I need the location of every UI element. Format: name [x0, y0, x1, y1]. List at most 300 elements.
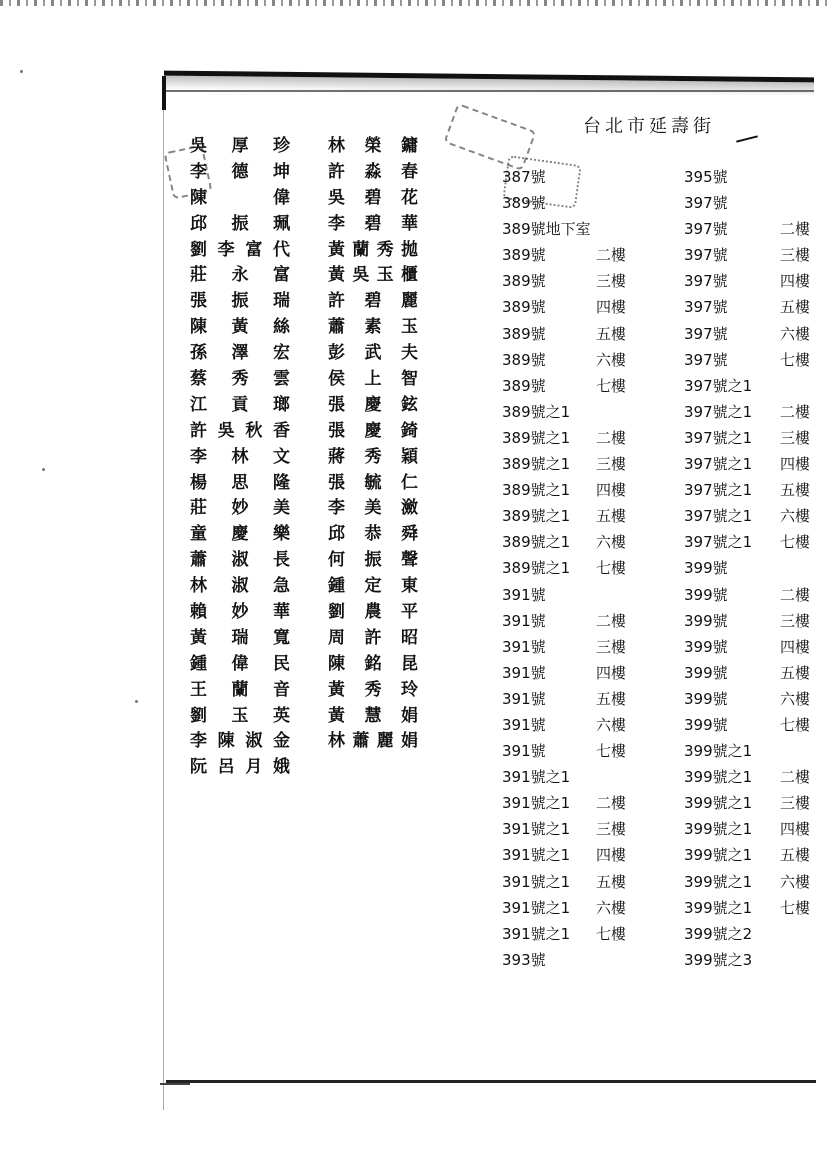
- address-row: [502, 844, 626, 870]
- name-row: [190, 726, 430, 752]
- name-character: 錡: [401, 420, 418, 441]
- name-row: [190, 364, 430, 390]
- name-row: [190, 649, 430, 675]
- name-character: 碧: [364, 187, 382, 208]
- name-character: 娥: [272, 757, 290, 778]
- name-character: 慶: [364, 420, 382, 441]
- margin-dot: [20, 70, 23, 73]
- name-right: [328, 416, 418, 441]
- name-character: 玲: [401, 679, 418, 700]
- name-character: 莊: [190, 498, 207, 519]
- address-number: 391號之1: [502, 820, 571, 839]
- address-number: 397號之1: [684, 481, 753, 500]
- name-character: 玉: [231, 705, 249, 726]
- name-row: [190, 157, 430, 183]
- name-right: [328, 157, 418, 182]
- address-number: 389號: [502, 272, 546, 291]
- address-number: 397號之1: [684, 455, 753, 474]
- address-number: 391號: [502, 611, 546, 630]
- address-floor: 三樓: [595, 637, 626, 656]
- name-character: 蕭: [328, 317, 345, 338]
- address-floor: 三樓: [779, 428, 810, 447]
- name-character: 振: [231, 213, 249, 234]
- name-character: 上: [364, 369, 382, 390]
- name-left: [190, 726, 290, 751]
- name-row: [190, 519, 430, 545]
- name-character: 恭: [364, 524, 382, 545]
- name-character: 瑞: [273, 291, 290, 312]
- name-character: 黃: [190, 627, 207, 648]
- name-character: 宏: [273, 343, 290, 364]
- name-character: 華: [273, 602, 290, 623]
- name-character: 碧: [364, 291, 382, 312]
- name-character: 美: [364, 498, 382, 519]
- name-character: 慶: [231, 524, 249, 545]
- name-row: [190, 209, 430, 235]
- address-floor: 五樓: [595, 689, 626, 708]
- address-number: 399號之1: [684, 846, 753, 865]
- name-left: [190, 157, 290, 182]
- address-row: [684, 766, 810, 792]
- address-number: 397號: [684, 350, 728, 369]
- name-left: [190, 468, 290, 493]
- name-right: [328, 312, 418, 337]
- name-left: [190, 338, 290, 363]
- address-floor: 六樓: [595, 898, 626, 917]
- name-right: [328, 519, 418, 544]
- name-character: 吳: [328, 187, 345, 208]
- name-character: 麗: [401, 291, 418, 312]
- name-character: 昭: [401, 627, 418, 648]
- name-left: [190, 597, 290, 622]
- resident-names: [190, 131, 430, 778]
- name-character: 寬: [273, 627, 290, 648]
- name-character: 阮: [190, 757, 207, 778]
- address-number: 391號之1: [502, 924, 571, 943]
- address-number: 399號: [684, 689, 728, 708]
- name-character: 富: [245, 239, 263, 260]
- address-number: 397號之1: [684, 507, 753, 526]
- name-character: 彭: [328, 343, 345, 364]
- address-number: 399號: [684, 559, 728, 578]
- name-left: [190, 493, 290, 518]
- name-character: 孫: [190, 343, 207, 364]
- address-floor: 四樓: [779, 455, 810, 474]
- name-character: 秀: [376, 239, 394, 260]
- name-character: 瑞: [231, 627, 249, 648]
- name-character: 侯: [328, 369, 345, 390]
- address-number: 399號之1: [684, 768, 753, 787]
- address-row: [502, 479, 626, 505]
- name-character: 林: [190, 576, 207, 597]
- address-row: [502, 584, 626, 610]
- name-character: 呂: [217, 757, 235, 778]
- name-left: [190, 701, 290, 726]
- address-number: 389號之1: [502, 533, 571, 552]
- address-floor: 二樓: [779, 585, 810, 604]
- address-row: [502, 244, 626, 270]
- address-row: [502, 531, 626, 557]
- address-number: 397號: [684, 272, 728, 291]
- address-floor: 七樓: [779, 715, 810, 734]
- address-row: [502, 949, 626, 975]
- address-floor: 六樓: [595, 350, 626, 369]
- scan-noise-strip: [0, 0, 832, 6]
- address-number: 399號之1: [684, 794, 753, 813]
- name-character: 代: [272, 239, 290, 260]
- name-character: 張: [328, 420, 345, 441]
- name-character: 英: [273, 705, 290, 726]
- address-number: 399號之1: [684, 742, 753, 761]
- name-character: 秀: [364, 446, 382, 467]
- address-floor: 四樓: [779, 637, 810, 656]
- name-character: 文: [273, 446, 290, 467]
- name-row: [190, 260, 430, 286]
- name-character: 聲: [401, 550, 418, 571]
- address-floor: 七樓: [595, 742, 626, 761]
- name-character: 秀: [231, 369, 249, 390]
- name-character: 偉: [231, 653, 249, 674]
- address-row: [684, 557, 810, 583]
- name-character: 絲: [273, 317, 290, 338]
- title-dash: [736, 135, 758, 142]
- address-number: 399號之1: [684, 872, 753, 891]
- name-character: 淑: [231, 550, 249, 571]
- address-number: 391號之1: [502, 846, 571, 865]
- address-floor: 四樓: [595, 481, 626, 500]
- address-floor: 四樓: [779, 272, 810, 291]
- name-left: [190, 519, 290, 544]
- address-row: [502, 766, 626, 792]
- address-row: [502, 427, 626, 453]
- address-column-left: [502, 166, 626, 975]
- name-character: 月: [245, 757, 263, 778]
- address-floor: 二樓: [595, 246, 626, 265]
- address-row: [502, 740, 626, 766]
- address-number: 391號: [502, 637, 546, 656]
- name-left: [190, 649, 290, 674]
- address-floor: 五樓: [779, 846, 810, 865]
- name-right: [328, 726, 418, 751]
- margin-dot: [135, 700, 138, 703]
- name-character: 陳: [190, 187, 207, 208]
- address-number: 397號之1: [684, 428, 753, 447]
- address-row: [502, 453, 626, 479]
- address-number: 389號: [502, 194, 546, 213]
- address-number: 389號: [502, 298, 546, 317]
- name-character: 李: [190, 731, 207, 752]
- address-floor: 三樓: [779, 246, 810, 265]
- address-number: 399號之1: [684, 820, 753, 839]
- name-character: 平: [401, 602, 418, 623]
- name-character: 楊: [190, 472, 207, 493]
- name-character: 劉: [328, 602, 345, 623]
- address-row: [684, 949, 810, 975]
- name-character: 江: [190, 394, 207, 415]
- name-character: 妙: [231, 602, 249, 623]
- address-row: [502, 296, 626, 322]
- name-left: [190, 675, 290, 700]
- address-row: [502, 636, 626, 662]
- address-floor: 二樓: [595, 611, 626, 630]
- address-number: 391號: [502, 715, 546, 734]
- address-floor: 五樓: [595, 507, 626, 526]
- address-row: [684, 427, 810, 453]
- address-row: [684, 923, 810, 949]
- name-character: 林: [328, 136, 345, 156]
- address-row: [502, 871, 626, 897]
- name-character: 急: [273, 576, 290, 597]
- name-character: 榮: [364, 136, 382, 156]
- address-number: 391號之1: [502, 768, 571, 787]
- address-row: [502, 818, 626, 844]
- address-row: [502, 714, 626, 740]
- name-character: 林: [231, 446, 249, 467]
- address-number: 391號: [502, 689, 546, 708]
- address-number: 399號: [684, 611, 728, 630]
- address-row: [684, 844, 810, 870]
- name-left: [190, 183, 290, 208]
- name-character: 周: [328, 627, 345, 648]
- name-character: 瀲: [401, 498, 418, 519]
- page-frame-left-faint: [163, 110, 164, 1110]
- name-right: [328, 286, 418, 311]
- address-row: [684, 323, 810, 349]
- address-number: 389號地下室: [502, 220, 591, 239]
- name-character: 許: [328, 291, 345, 312]
- address-number: 397號: [684, 246, 728, 265]
- address-row: [502, 662, 626, 688]
- name-left: [190, 571, 290, 596]
- name-left: [190, 390, 290, 415]
- address-floor: 四樓: [595, 663, 626, 682]
- name-character: 德: [231, 161, 249, 182]
- address-row: [684, 688, 810, 714]
- address-number: 391號: [502, 585, 546, 604]
- address-row: [502, 218, 626, 244]
- name-left: [190, 364, 290, 389]
- name-row: [190, 545, 430, 571]
- name-character: 黃: [328, 265, 345, 286]
- name-row: [190, 623, 430, 649]
- name-character: 何: [328, 550, 345, 571]
- name-row: [190, 468, 430, 494]
- name-character: 王: [190, 679, 207, 700]
- address-floor: 三樓: [595, 272, 626, 291]
- street-title: 台北市延壽街: [583, 116, 715, 137]
- address-number: 397號之1: [684, 402, 753, 421]
- address-number: 393號: [502, 950, 546, 969]
- address-row: [684, 818, 810, 844]
- address-row: [502, 610, 626, 636]
- name-character: 碧: [364, 213, 382, 234]
- name-right: [328, 571, 418, 596]
- address-floor: 二樓: [595, 428, 626, 447]
- address-row: [684, 218, 810, 244]
- address-row: [502, 792, 626, 818]
- name-character: 蔣: [328, 446, 345, 467]
- name-right: [328, 338, 418, 363]
- address-number: 389號: [502, 246, 546, 265]
- name-character: 蘭: [352, 239, 370, 260]
- name-character: 張: [190, 291, 207, 312]
- name-character: 穎: [401, 446, 418, 467]
- address-floor: 七樓: [595, 376, 626, 395]
- name-right: [328, 131, 418, 156]
- name-row: [190, 183, 430, 209]
- address-number: 389號: [502, 376, 546, 395]
- name-row: [190, 571, 430, 597]
- name-row: [190, 286, 430, 312]
- name-right: [328, 235, 418, 260]
- name-row: [190, 338, 430, 364]
- address-row: [684, 740, 810, 766]
- name-character: 智: [401, 369, 418, 390]
- address-number: 391號之1: [502, 898, 571, 917]
- name-character: 邱: [328, 524, 345, 545]
- name-character: 華: [401, 213, 418, 234]
- address-row: [684, 244, 810, 270]
- name-character: 許: [328, 161, 345, 182]
- address-row: [684, 401, 810, 427]
- address-row: [684, 479, 810, 505]
- address-floor: 五樓: [779, 663, 810, 682]
- address-number: 399號之3: [684, 950, 753, 969]
- address-floor: 七樓: [779, 350, 810, 369]
- page-frame-top-inner: [164, 90, 814, 102]
- address-row: [684, 270, 810, 296]
- address-row: [684, 505, 810, 531]
- name-right: [328, 183, 418, 208]
- name-character: 淑: [231, 576, 249, 597]
- name-character: 娟: [401, 705, 418, 726]
- name-character: 李: [190, 161, 207, 182]
- name-character: 邱: [190, 213, 207, 234]
- address-floor: 三樓: [779, 611, 810, 630]
- address-row: [502, 349, 626, 375]
- address-row: [502, 401, 626, 427]
- address-row: [502, 557, 626, 583]
- name-character: 隆: [273, 472, 290, 493]
- name-character: 鍾: [190, 653, 207, 674]
- name-right: [328, 597, 418, 622]
- address-number: 395號: [684, 168, 728, 186]
- address-number: 397號: [684, 298, 728, 317]
- address-row: [684, 375, 810, 401]
- address-floor: 六樓: [595, 715, 626, 734]
- name-character: 黃: [328, 705, 345, 726]
- name-character: 坤: [273, 161, 290, 182]
- name-character: 樂: [273, 524, 290, 545]
- name-character: 林: [328, 731, 345, 752]
- name-left: [190, 312, 290, 337]
- name-character: 春: [401, 161, 418, 182]
- address-floor: 七樓: [779, 533, 810, 552]
- name-character: 鉉: [401, 394, 418, 415]
- address-floor: 二樓: [779, 402, 810, 421]
- name-character: 振: [231, 291, 249, 312]
- name-character: 童: [190, 524, 207, 545]
- address-number: 389號之1: [502, 507, 571, 526]
- name-character: 舜: [401, 524, 418, 545]
- address-floor: 五樓: [595, 872, 626, 891]
- address-row: [502, 166, 626, 192]
- address-number: 397號: [684, 220, 728, 239]
- name-right: [328, 364, 418, 389]
- name-left: [190, 623, 290, 648]
- name-character: 花: [401, 187, 418, 208]
- name-character: 娟: [400, 731, 418, 752]
- name-character: 民: [273, 653, 290, 674]
- address-row: [502, 923, 626, 949]
- address-number: 397號之1: [684, 533, 753, 552]
- name-character: 吳: [352, 265, 370, 286]
- page-frame-bottom-mark: [160, 1083, 190, 1085]
- name-left: [190, 235, 290, 260]
- name-right: [328, 468, 418, 493]
- name-character: 妙: [231, 498, 249, 519]
- name-character: 永: [231, 265, 249, 286]
- address-row: [502, 270, 626, 296]
- name-character: 玉: [401, 317, 418, 338]
- name-left: [190, 260, 290, 285]
- address-floor: 二樓: [779, 768, 810, 787]
- name-character: 淑: [245, 731, 263, 752]
- name-character: 瑯: [273, 394, 290, 415]
- address-number: 399號之2: [684, 924, 753, 943]
- name-character: 蔡: [190, 369, 207, 390]
- name-character: 鏞: [401, 136, 418, 156]
- name-character: 香: [272, 420, 290, 441]
- name-character: 櫃: [400, 265, 418, 286]
- name-character: 思: [231, 472, 249, 493]
- name-character: 農: [364, 602, 382, 623]
- name-character: 吳: [190, 136, 207, 156]
- address-floor: 六樓: [779, 324, 810, 343]
- name-right: [328, 209, 418, 234]
- name-left: [190, 286, 290, 311]
- name-right: [328, 390, 418, 415]
- address-number: 391號: [502, 663, 546, 682]
- name-character: 夫: [401, 343, 418, 364]
- name-right: [328, 260, 418, 285]
- address-number: 399號之1: [684, 898, 753, 917]
- name-character: 李: [328, 213, 345, 234]
- name-character: 富: [273, 265, 290, 286]
- address-number: 399號: [684, 715, 728, 734]
- name-right: [328, 545, 418, 570]
- address-number: 389號之1: [502, 559, 571, 578]
- name-character: 吳: [217, 420, 235, 441]
- margin-dot: [42, 468, 45, 471]
- address-row: [684, 296, 810, 322]
- address-row: [684, 636, 810, 662]
- address-row: [684, 610, 810, 636]
- name-character: 黃: [328, 679, 345, 700]
- address-number: 389號之1: [502, 402, 571, 421]
- address-floor: 四樓: [779, 820, 810, 839]
- name-character: 美: [273, 498, 290, 519]
- name-right: [328, 623, 418, 648]
- name-character: 黃: [231, 317, 249, 338]
- address-floor: 二樓: [779, 220, 810, 239]
- address-number: 389號: [502, 324, 546, 343]
- address-row: [502, 688, 626, 714]
- address-number: 391號之1: [502, 872, 571, 891]
- name-character: 音: [273, 679, 290, 700]
- address-row: [684, 584, 810, 610]
- name-character: 張: [328, 394, 345, 415]
